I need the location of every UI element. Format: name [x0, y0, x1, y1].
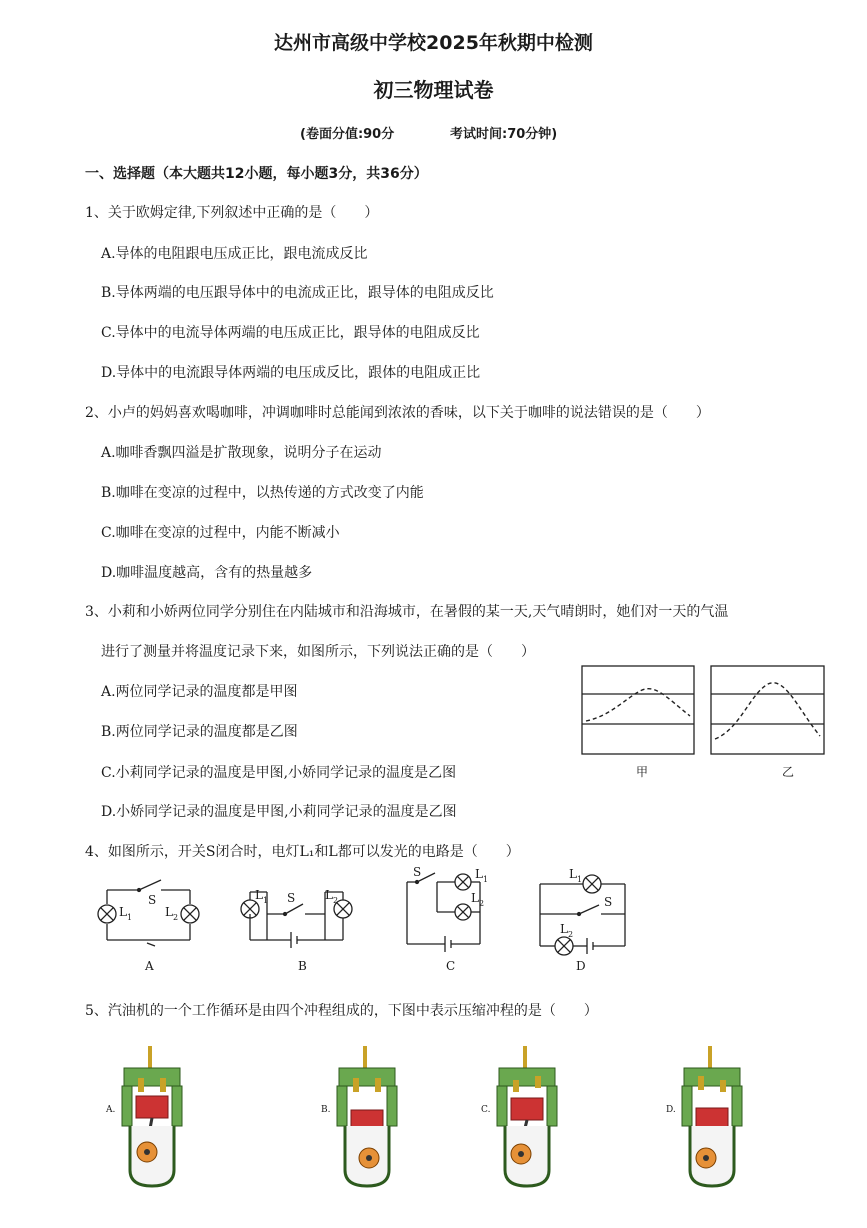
q3-option-a: A.两位同学记录的温度都是甲图 [101, 684, 298, 700]
svg-text:2: 2 [479, 899, 485, 908]
svg-text:L: L [255, 888, 263, 902]
circuit-c [407, 873, 480, 952]
engine-label-c: C. [481, 1105, 491, 1115]
q1-stem: 1、关于欧姆定律,下列叙述中正确的是（ ） [85, 205, 379, 221]
svg-text:S: S [287, 891, 296, 905]
engine-figure-c [475, 1040, 575, 1190]
q1-option-b: B.导体两端的电压跟导体中的电流成正比，跟导体的电阻成反比 [101, 285, 494, 301]
q3-option-d: D.小娇同学记录的温度是甲图,小莉同学记录的温度是乙图 [101, 804, 457, 820]
svg-text:1: 1 [263, 896, 269, 905]
engine-label-b: B. [321, 1105, 331, 1115]
svg-text:L: L [569, 867, 577, 881]
q3-stem-line1: 3、小莉和小娇两位同学分别住在内陆城市和沿海城市，在暑假的某一天,天气晴朗时，她们对一天的气温 [85, 604, 729, 620]
svg-text:1: 1 [483, 875, 489, 884]
q1-option-c: C.导体中的电流导体两端的电压成正比，跟导体的电阻成反比 [101, 325, 480, 341]
engine-label-a: A. [106, 1105, 116, 1115]
svg-text:2: 2 [568, 930, 574, 939]
q2-stem: 2、小卢的妈妈喜欢喝咖啡，冲调咖啡时总能闻到浓浓的香味，以下关于咖啡的说法错误的是（ ） [85, 405, 710, 421]
circuit-label-a: A [145, 959, 154, 973]
circuit-d [540, 875, 625, 955]
q4-stem: 4、如图所示，开关S闭合时，电灯L₁和L都可以发光的电路是（ ） [85, 844, 520, 860]
school-title: 达州市高级中学校2025年秋期中检测 [274, 32, 593, 54]
q2-option-c: C.咖啡在变凉的过程中，内能不断减小 [101, 525, 340, 541]
circuit-a [98, 880, 199, 946]
svg-text:S: S [148, 893, 157, 907]
circuit-label-b: B [298, 959, 307, 973]
paper-title: 初三物理试卷 [373, 78, 494, 102]
q3-temperature-figures [580, 664, 830, 788]
q2-option-a: A.咖啡香飘四溢是扩散现象，说明分子在运动 [101, 445, 382, 461]
figure-label-yi: 乙 [782, 765, 795, 779]
engine-figure-b [315, 1040, 415, 1190]
temperature-curve-yi [715, 683, 820, 739]
svg-text:L: L [560, 922, 568, 936]
svg-text:1: 1 [127, 913, 133, 922]
svg-text:L: L [165, 905, 173, 919]
circuit-label-c: C [446, 959, 456, 973]
figure-jia [582, 666, 694, 779]
svg-text:1: 1 [577, 875, 583, 884]
score-info: (卷面分值:90分 [300, 127, 395, 142]
svg-text:L: L [119, 905, 127, 919]
section-title: 一、选择题（本大题共12小题，每小题3分，共36分） [85, 166, 428, 182]
q3-option-b: B.两位同学记录的温度都是乙图 [101, 724, 298, 740]
engine-figure-d [660, 1040, 760, 1190]
svg-text:L: L [471, 891, 479, 905]
engine-figure-a [100, 1040, 200, 1190]
svg-text:2: 2 [333, 896, 339, 905]
q3-option-c: C.小莉同学记录的温度是甲图,小娇同学记录的温度是乙图 [101, 765, 457, 781]
figure-label-jia: 甲 [636, 765, 649, 779]
q1-option-d: D.导体中的电流跟导体两端的电压成反比，跟体的电阻成正比 [101, 365, 481, 381]
figure-yi [711, 666, 824, 779]
time-info: 考试时间:70分钟) [450, 127, 558, 142]
q2-option-d: D.咖啡温度越高，含有的热量越多 [101, 565, 313, 581]
engine-label-d: D. [666, 1105, 676, 1115]
q5-stem: 5、汽油机的一个工作循环是由四个冲程组成的，下图中表示压缩冲程的是（ ） [85, 1003, 598, 1019]
svg-text:S: S [604, 895, 613, 909]
q5-engine-figures [100, 1040, 800, 1190]
circuit-label-d: D [576, 959, 586, 973]
svg-text:S: S [413, 865, 422, 879]
q1-option-a: A.导体的电阻跟电压成正比，跟电流成反比 [101, 246, 368, 262]
svg-text:2: 2 [173, 913, 179, 922]
svg-text:L: L [475, 867, 483, 881]
q3-stem-line2: 进行了测量并将温度记录下来，如图所示，下列说法正确的是（ ） [101, 644, 535, 660]
q4-circuits [95, 864, 640, 980]
q2-option-b: B.咖啡在变凉的过程中，以热传递的方式改变了内能 [101, 485, 424, 501]
svg-text:L: L [325, 888, 333, 902]
